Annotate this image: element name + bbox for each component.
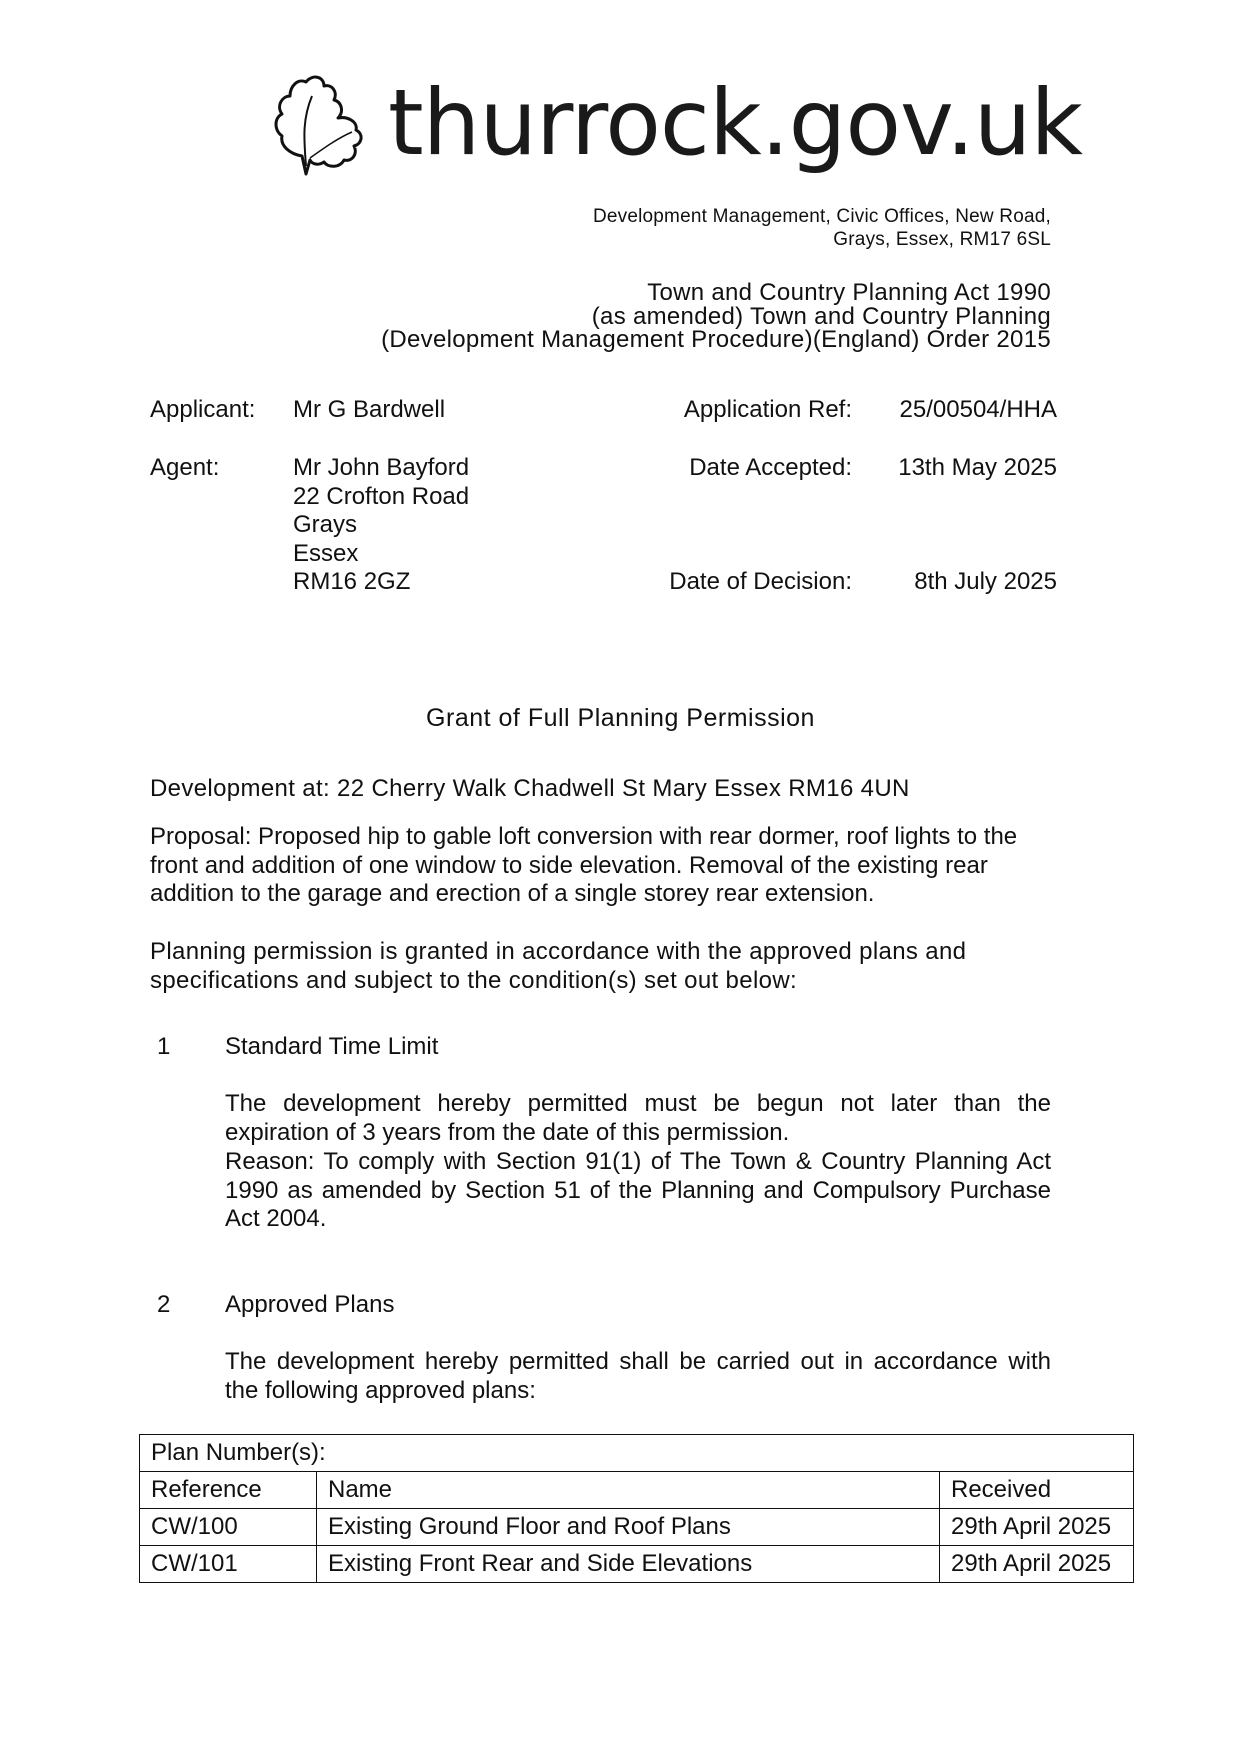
column-header-reference: Reference [140, 1472, 317, 1509]
plan-received: 29th April 2025 [940, 1546, 1134, 1583]
table-row [140, 1546, 1134, 1583]
oak-leaf-icon [268, 70, 368, 182]
date-of-decision-value: 8th July 2025 [914, 568, 1057, 595]
table-header-row [140, 1472, 1134, 1509]
approved-plans-table [139, 1434, 1134, 1583]
plan-reference: CW/100 [140, 1509, 317, 1546]
table-row [140, 1509, 1134, 1546]
plan-received: 29th April 2025 [940, 1509, 1134, 1546]
act-line: Town and Country Planning Act 1990 [647, 279, 1051, 306]
plan-reference: CW/101 [140, 1546, 317, 1583]
condition-number: 2 [157, 1291, 171, 1318]
development-site: Development at: 22 Cherry Walk Chadwell St Mary Essex RM16 4UN [150, 775, 910, 802]
table-caption-row [140, 1435, 1134, 1472]
applicant-label: Applicant: [150, 396, 256, 423]
agent-line: Essex [293, 539, 359, 567]
legislation-heading [381, 281, 1051, 352]
act-line: (Development Management Procedure)(England) Order 2015 [381, 326, 1051, 353]
grant-statement: Planning permission is granted in accordance with the approved plans and specifications and subject to the condition(s) set out below: [150, 938, 967, 994]
condition-heading: Approved Plans [225, 1291, 395, 1318]
agent-address [293, 454, 469, 597]
condition-text: The development hereby permitted must be begun not later than the expiration of 3 years from the date of this permission. [225, 1090, 1051, 1146]
act-line: (as amended) Town and Country Planning [591, 302, 1051, 330]
decision-title: Grant of Full Planning Permission [426, 704, 815, 732]
plan-name: Existing Front Rear and Side Elevations [317, 1546, 940, 1583]
plan-name: Existing Ground Floor and Roof Plans [317, 1509, 940, 1546]
date-of-decision-label: Date of Decision: [669, 568, 852, 595]
application-ref-value: 25/00504/HHA [899, 396, 1057, 423]
agent-label: Agent: [150, 454, 220, 481]
condition-text: The development hereby permitted shall be carried out in accordance with the following approved plans: [225, 1348, 1051, 1404]
agent-line: 22 Crofton Road [293, 482, 470, 510]
office-address [593, 205, 1051, 251]
address-line: Development Management, Civic Offices, New Road, [592, 206, 1051, 227]
column-header-name: Name [317, 1472, 940, 1509]
date-accepted-label: Date Accepted: [689, 454, 852, 481]
agent-line: Mr John Bayford [293, 454, 470, 481]
date-accepted-value: 13th May 2025 [898, 454, 1057, 481]
condition-reason: Reason: To comply with Section 91(1) of The Town & Country Planning Act 1990 as amended by Section 51 of the Planning and Compulsory Purchase Act 2004. [225, 1148, 1051, 1232]
application-ref-label: Application Ref: [683, 396, 852, 423]
proposal-description: Proposal: Proposed hip to gable loft conversion with rear dormer, roof lights to the front and addition of one window to side elevation. Removal of the existing rear addition to the garage and erection of a single storey rear extension. [150, 823, 1018, 907]
condition-number: 1 [157, 1033, 171, 1060]
column-header-received: Received [940, 1472, 1134, 1509]
agent-line: Grays [293, 511, 358, 538]
address-line: Grays, Essex, RM17 6SL [833, 229, 1051, 250]
agent-line: RM16 2GZ [293, 568, 411, 595]
table-caption: Plan Number(s): [140, 1435, 1134, 1472]
logo-wordmark: thurrock.gov.uk [388, 71, 1083, 176]
condition-heading: Standard Time Limit [225, 1033, 439, 1060]
applicant-name: Mr G Bardwell [293, 396, 446, 423]
